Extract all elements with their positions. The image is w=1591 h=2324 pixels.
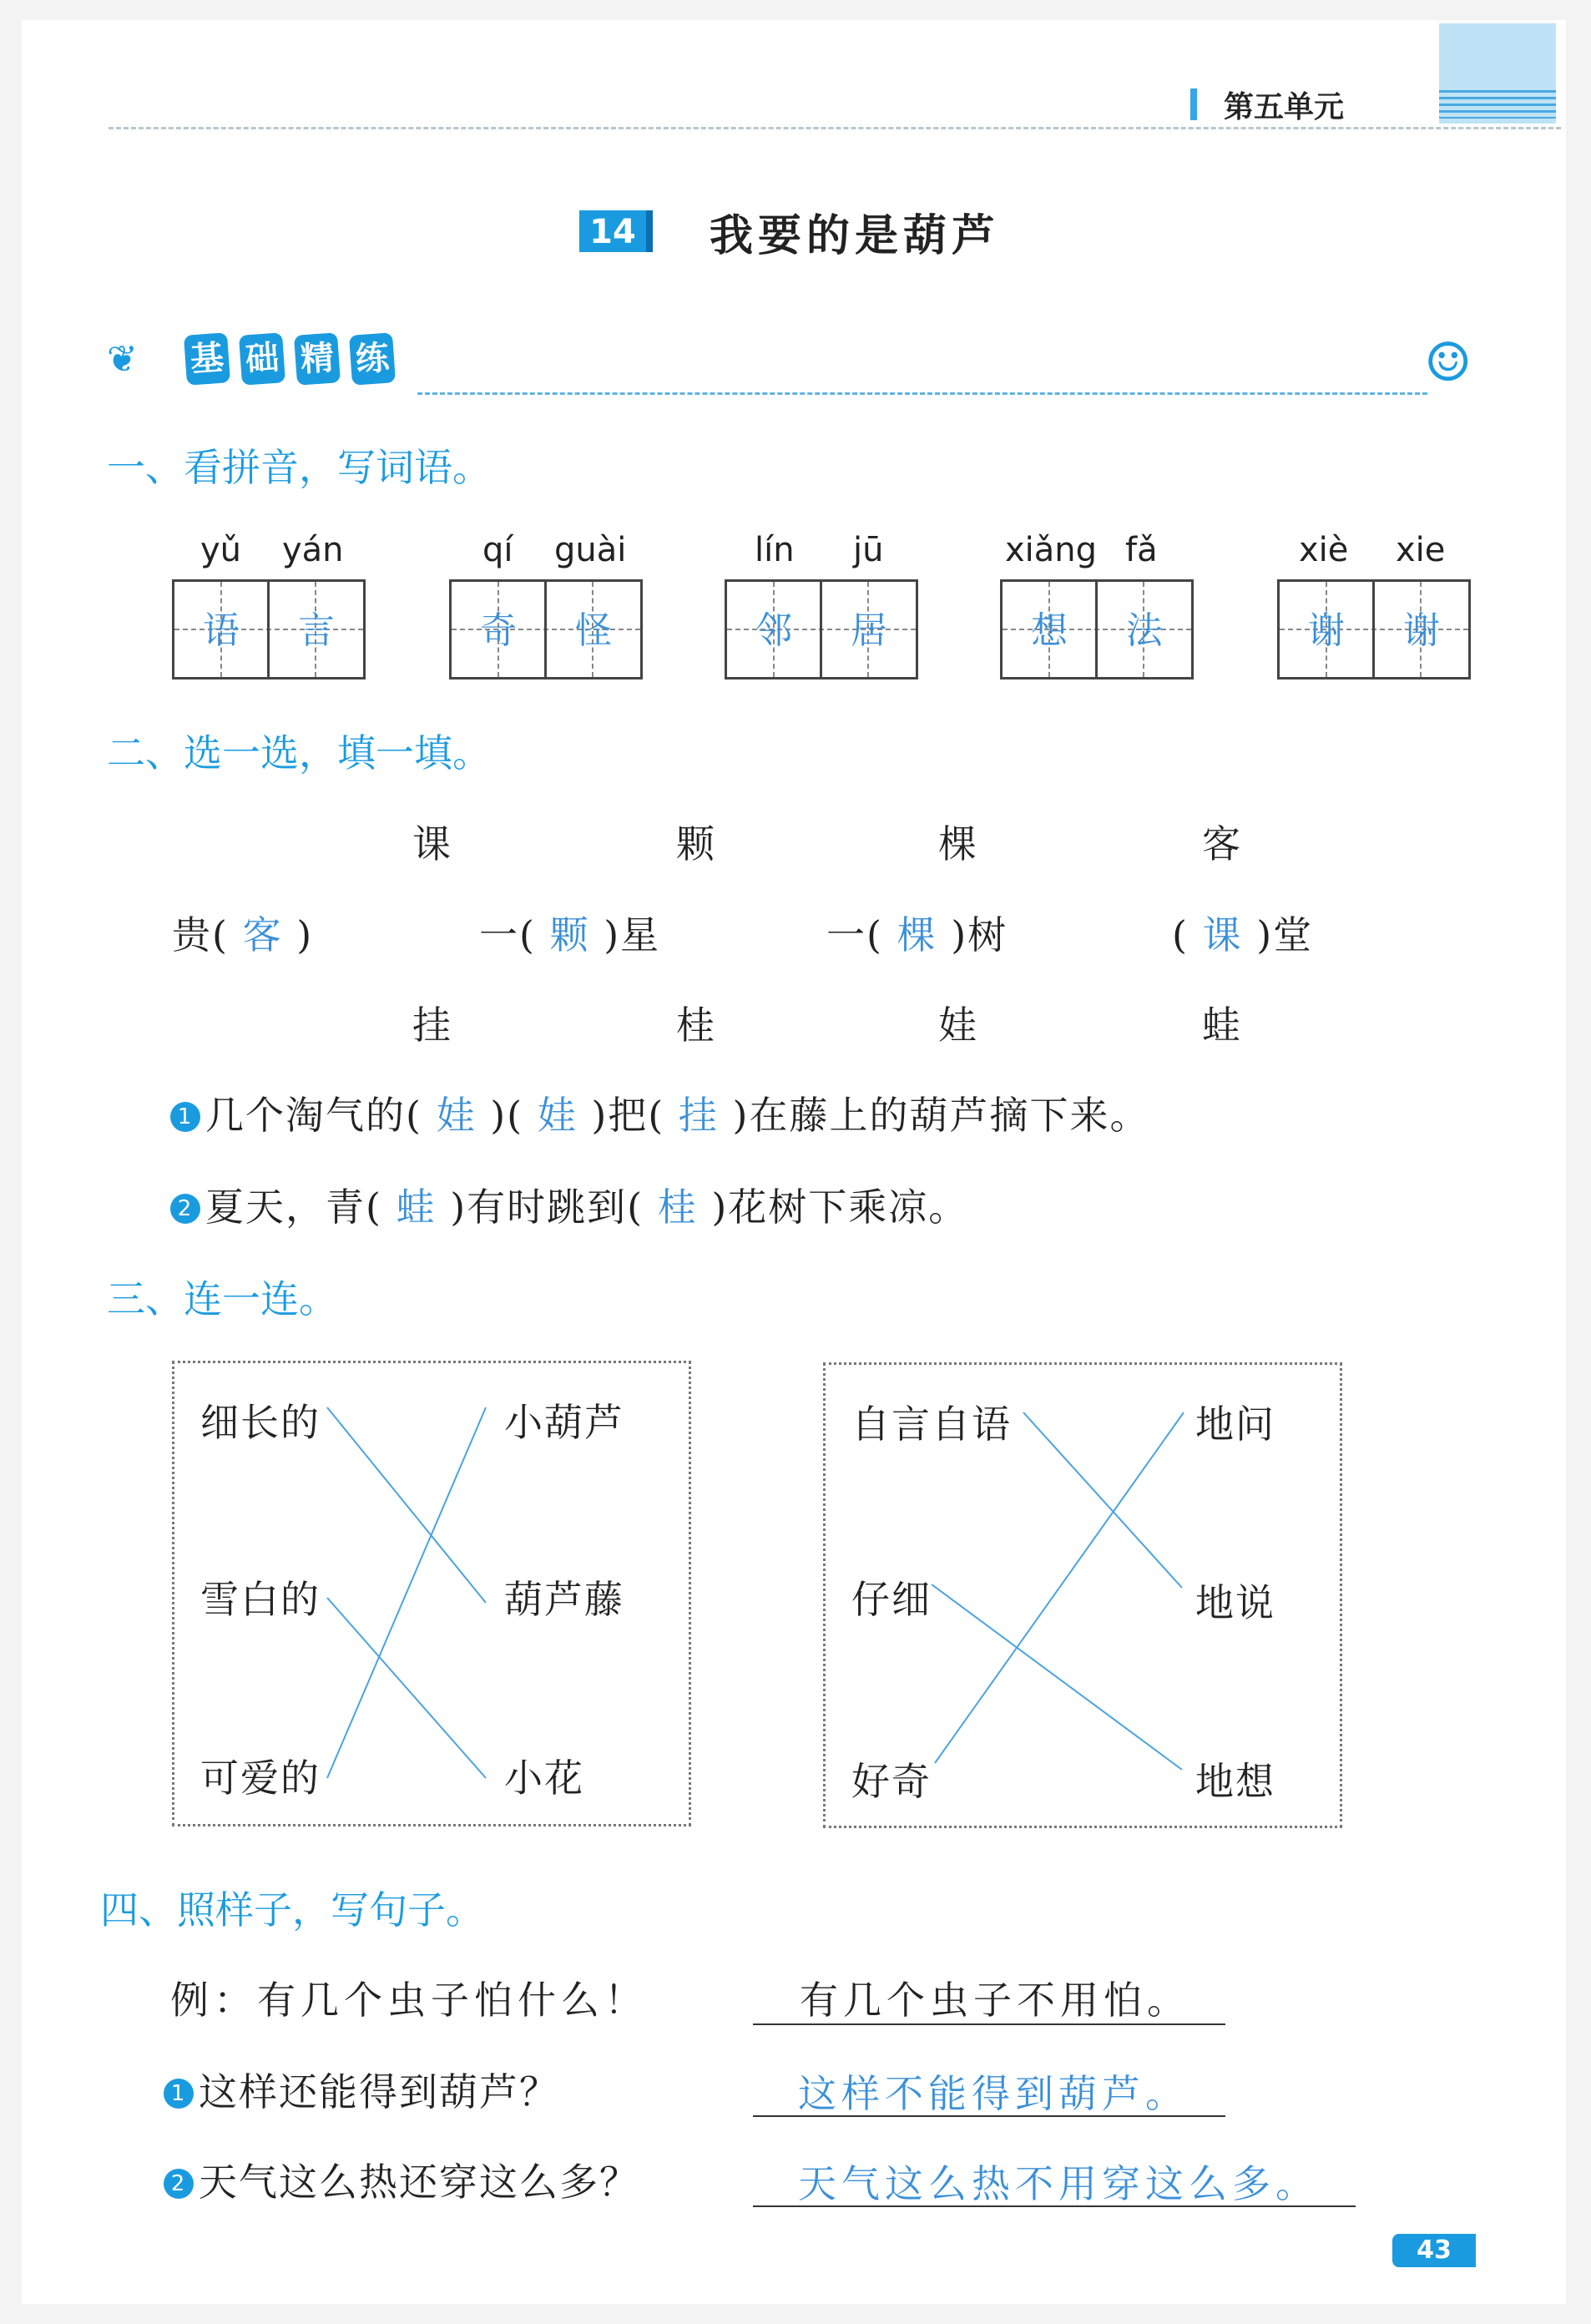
match-line [1023, 1412, 1182, 1588]
pinyin: qí [482, 531, 513, 569]
prompt-text: 天气这么热还穿这么多？ [199, 2160, 639, 2205]
pinyin: xie [1396, 531, 1446, 569]
sentence-text: 几个淘气的( [205, 1093, 422, 1138]
blank-answer: 挂 [678, 1093, 719, 1138]
match-right-word[interactable]: 地说 [1195, 1580, 1275, 1625]
option-word: 颗 [676, 821, 716, 866]
sentence-1[interactable] [170, 1085, 1149, 1140]
match-right-word[interactable]: 小花 [504, 1756, 584, 1801]
header-divider [109, 127, 1561, 129]
match-lines-right [823, 1362, 1337, 1823]
page-number: 43 [1392, 2234, 1476, 2267]
grid-answer: 语 [203, 609, 240, 652]
q4-item-1 [164, 2062, 559, 2117]
item-number: 2 [170, 1194, 200, 1224]
grid-answer: 法 [1126, 609, 1163, 652]
banner-char: 练 [349, 332, 396, 385]
sentence-text: )在藤上的葫芦摘下来。 [732, 1093, 1150, 1138]
match-left-word[interactable]: 雪白的 [200, 1577, 321, 1622]
running-kid-icon: ☺ [1424, 332, 1472, 394]
sentence-text: 夏天，青( [205, 1185, 382, 1230]
q3-title: 三、连一连。 [107, 1276, 337, 1321]
grid-answer: 居 [851, 609, 887, 652]
blank-suffix: )树 [951, 912, 1008, 957]
grid-answer: 谢 [1308, 609, 1345, 652]
example-prompt: 例：有几个虫子怕什么！ [170, 1978, 648, 2023]
match-line [327, 1407, 486, 1603]
lesson-title: 我要的是葫芦 [710, 211, 1001, 261]
match-left-word[interactable]: 可爱的 [200, 1756, 321, 1801]
blank-suffix: )星 [604, 912, 661, 957]
writing-grid[interactable] [172, 579, 366, 680]
writing-grid[interactable] [449, 579, 643, 680]
match-left-word[interactable]: 仔细 [851, 1577, 932, 1622]
blank-answer: 课 [1202, 912, 1243, 957]
blank-suffix: )堂 [1256, 912, 1314, 957]
corner-stripes [1439, 90, 1556, 119]
sprout-icon: ❦ [107, 338, 138, 381]
sentence-text: )有时跳到( [450, 1185, 644, 1230]
writing-grid[interactable] [1277, 579, 1471, 680]
fill-blank[interactable] [1172, 905, 1313, 960]
writing-grid[interactable] [725, 579, 918, 680]
blank-suffix: ) [296, 912, 314, 957]
option-word: 挂 [412, 1003, 452, 1048]
blank-answer: 蛙 [396, 1185, 437, 1230]
prompt-text: 这样还能得到葫芦？ [199, 2069, 559, 2114]
q4-title: 四、照样子，写句子。 [100, 1887, 484, 1932]
option-word: 蛙 [1202, 1003, 1242, 1048]
pinyin: guài [554, 531, 627, 569]
grid-answer: 想 [1031, 609, 1068, 652]
match-left-word[interactable]: 自言自语 [851, 1402, 1012, 1447]
grid-answer: 言 [298, 609, 335, 652]
unit-marker [1190, 88, 1197, 120]
match-line [932, 1584, 1182, 1770]
answer-line [753, 2205, 1356, 2207]
pinyin: yǔ [200, 531, 242, 569]
written-answer[interactable]: 这样不能得到葫芦。 [798, 2071, 1189, 2116]
match-right-word[interactable]: 葫芦藤 [504, 1577, 624, 1622]
match-line [935, 1412, 1184, 1763]
sentence-text: )花树下乘凉。 [711, 1185, 969, 1230]
blank-answer: 棵 [897, 912, 937, 957]
sentence-text: )把( [591, 1093, 665, 1138]
match-right-word[interactable]: 地想 [1195, 1759, 1275, 1804]
sentence-2[interactable] [170, 1177, 968, 1232]
pinyin: xiǎng [1005, 531, 1098, 569]
blank-answer: 娃 [436, 1093, 477, 1138]
pinyin: xiè [1299, 531, 1349, 569]
fill-blank[interactable] [826, 905, 1008, 960]
banner-char: 础 [239, 332, 285, 385]
example-answer: 有几个虫子不用怕。 [800, 1978, 1190, 2023]
blank-prefix: 一( [479, 912, 536, 957]
option-word: 课 [412, 821, 452, 866]
unit-label: 第五单元 [1224, 90, 1345, 124]
match-right-word[interactable]: 小葫芦 [504, 1400, 624, 1445]
blank-answer: 娃 [537, 1093, 578, 1138]
blank-answer: 桂 [657, 1185, 698, 1230]
pinyin: jū [853, 531, 884, 569]
sentence-text: )( [490, 1093, 524, 1138]
pinyin: fǎ [1125, 531, 1158, 569]
item-number: 2 [164, 2169, 194, 2199]
grid-answer: 奇 [480, 609, 517, 652]
blank-answer: 颗 [549, 912, 590, 957]
grid-answer: 邻 [755, 609, 792, 652]
blank-prefix: ( [1172, 912, 1189, 957]
pinyin: lín [755, 531, 795, 569]
item-number: 1 [164, 2079, 194, 2109]
match-right-word[interactable]: 地问 [1195, 1402, 1275, 1447]
writing-grid[interactable] [1000, 579, 1194, 680]
banner-char: 精 [294, 332, 341, 385]
q2-title: 二、选一选，填一填。 [107, 730, 491, 776]
match-left-word[interactable]: 好奇 [851, 1759, 932, 1804]
item-number: 1 [170, 1102, 200, 1132]
answer-line [753, 2023, 1225, 2025]
blank-prefix: 贵( [172, 912, 229, 957]
q1-title: 一、看拼音，写词语。 [107, 445, 491, 490]
match-line [327, 1407, 486, 1778]
match-left-word[interactable]: 细长的 [200, 1400, 321, 1445]
grid-answer: 谢 [1403, 609, 1440, 652]
option-word: 棵 [938, 821, 978, 866]
option-word: 娃 [938, 1003, 978, 1048]
fill-blank[interactable] [172, 905, 313, 960]
grid-answer: 怪 [575, 609, 612, 652]
option-word: 客 [1202, 821, 1242, 866]
option-word: 桂 [676, 1003, 716, 1048]
match-lines-left [172, 1361, 686, 1821]
match-line [327, 1598, 486, 1778]
blank-prefix: 一( [826, 912, 883, 957]
written-answer[interactable]: 天气这么热不用穿这么多。 [798, 2161, 1319, 2206]
answer-line [753, 2115, 1225, 2117]
fill-blank[interactable] [479, 905, 660, 960]
banner-char: 基 [184, 332, 230, 385]
lesson-number: 14 [579, 210, 646, 252]
banner-divider [417, 392, 1427, 395]
pinyin: yán [282, 531, 344, 569]
blank-answer: 客 [242, 912, 283, 957]
q4-item-2 [164, 2152, 639, 2207]
